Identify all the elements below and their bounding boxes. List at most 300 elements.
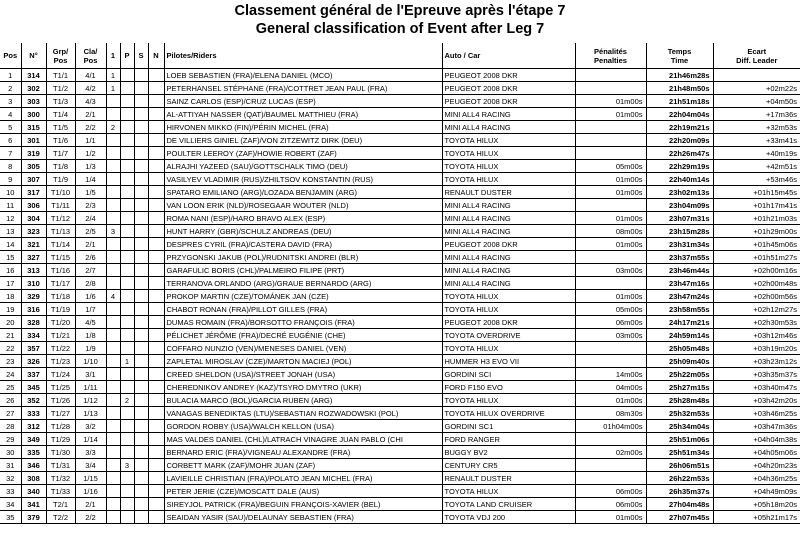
cell-s (134, 82, 148, 95)
cell-number: 337 (21, 368, 46, 381)
cell-1 (106, 446, 120, 459)
cell-number: 315 (21, 121, 46, 134)
cell-pos: 9 (0, 173, 21, 186)
cell-gap: +03h40m47s (713, 381, 800, 394)
cell-s (134, 407, 148, 420)
table-row (0, 134, 800, 147)
table-row (0, 394, 800, 407)
table-row (0, 485, 800, 498)
cell-car: BUGGY BV2 (442, 446, 575, 459)
cell-p (120, 251, 134, 264)
cell-number: 352 (21, 394, 46, 407)
table-row (0, 420, 800, 433)
cell-p (120, 446, 134, 459)
cell-n (148, 251, 164, 264)
cell-group-pos: T1/20 (46, 316, 75, 329)
cell-number: 341 (21, 498, 46, 511)
cell-s (134, 160, 148, 173)
cell-p (120, 121, 134, 134)
cell-class-pos: 2/2 (75, 511, 106, 524)
cell-s (134, 498, 148, 511)
cell-riders: MAS VALDES DANIEL (CHL)/LATRACH VINAGRE JUAN PABLO (CHI (164, 433, 442, 446)
table-row (0, 381, 800, 394)
cell-s (134, 329, 148, 342)
cell-group-pos: T1/17 (46, 277, 75, 290)
cell-number: 314 (21, 69, 46, 82)
cell-car: MINI ALL4 RACING (442, 199, 575, 212)
cell-1 (106, 329, 120, 342)
cell-class-pos: 1/13 (75, 407, 106, 420)
cell-riders: PRZYGONSKI JAKUB (POL)/RUDNITSKI ANDREI (BLR) (164, 251, 442, 264)
cell-p: 2 (120, 394, 134, 407)
cell-pos: 5 (0, 121, 21, 134)
table-row (0, 433, 800, 446)
cell-car: PEUGEOT 2008 DKR (442, 238, 575, 251)
cell-s (134, 303, 148, 316)
cell-1 (106, 433, 120, 446)
cell-car: HUMMER H3 EVO VII (442, 355, 575, 368)
cell-riders: DUMAS ROMAIN (FRA)/BORSOTTO FRANÇOIS (FRA) (164, 316, 442, 329)
cell-gap: +02m22s (713, 82, 800, 95)
header-pos: Pos (0, 43, 21, 69)
cell-p (120, 290, 134, 303)
cell-group-pos: T1/27 (46, 407, 75, 420)
cell-number: 319 (21, 147, 46, 160)
cell-group-pos: T1/6 (46, 134, 75, 147)
title-english: General classification of Event after Leg 7 (255, 21, 545, 37)
cell-n (148, 82, 164, 95)
cell-gap: +01h21m03s (713, 212, 800, 225)
cell-time: 23h58m55s (646, 303, 713, 316)
cell-group-pos: T1/19 (46, 303, 75, 316)
cell-s (134, 342, 148, 355)
cell-gap: +01h17m41s (713, 199, 800, 212)
cell-riders: PÉLICHET JÉRÔME (FRA)/DECRÉ EUGÉNIE (CHE) (164, 329, 442, 342)
cell-number: 349 (21, 433, 46, 446)
cell-1 (106, 147, 120, 160)
cell-car: TOYOTA HILUX (442, 160, 575, 173)
cell-gap: +32m53s (713, 121, 800, 134)
cell-n (148, 381, 164, 394)
cell-pos: 33 (0, 485, 21, 498)
cell-riders: PETERHANSEL STÉPHANE (FRA)/COTTRET JEAN PAUL (FRA) (164, 82, 442, 95)
cell-car: MINI ALL4 RACING (442, 277, 575, 290)
cell-car: FORD RANGER (442, 433, 575, 446)
cell-car: PEUGEOT 2008 DKR (442, 95, 575, 108)
cell-pos: 15 (0, 251, 21, 264)
cell-car: TOYOTA HILUX (442, 134, 575, 147)
cell-pos: 34 (0, 498, 21, 511)
cell-penalties: 01m00s (575, 186, 646, 199)
cell-number: 357 (21, 342, 46, 355)
cell-p (120, 420, 134, 433)
cell-group-pos: T1/33 (46, 485, 75, 498)
cell-class-pos: 2/1 (75, 108, 106, 121)
cell-n (148, 498, 164, 511)
cell-class-pos: 1/15 (75, 472, 106, 485)
cell-number: 300 (21, 108, 46, 121)
cell-time: 22h26m47s (646, 147, 713, 160)
cell-penalties (575, 199, 646, 212)
cell-s (134, 251, 148, 264)
cell-1 (106, 108, 120, 121)
cell-riders: CHABOT RONAN (FRA)/PILLOT GILLES (FRA) (164, 303, 442, 316)
cell-car: TOYOTA HILUX (442, 290, 575, 303)
cell-riders: ZAPLETAL MIROSLAV (CZE)/MARTON MACIEJ (POL) (164, 355, 442, 368)
cell-riders: GARAFULIC BORIS (CHL)/PALMEIRO FILIPE (PRT) (164, 264, 442, 277)
cell-time: 23h37m55s (646, 251, 713, 264)
cell-1 (106, 472, 120, 485)
cell-1 (106, 95, 120, 108)
cell-class-pos: 2/6 (75, 251, 106, 264)
cell-penalties: 06m00s (575, 498, 646, 511)
cell-group-pos: T1/2 (46, 82, 75, 95)
table-row (0, 186, 800, 199)
cell-car: GORDINI SC1 (442, 420, 575, 433)
cell-time: 22h19m21s (646, 121, 713, 134)
cell-n (148, 407, 164, 420)
cell-s (134, 511, 148, 524)
cell-time: 25h51m34s (646, 446, 713, 459)
cell-1 (106, 368, 120, 381)
cell-1 (106, 160, 120, 173)
cell-p (120, 212, 134, 225)
cell-penalties: 04m00s (575, 381, 646, 394)
cell-pos: 32 (0, 472, 21, 485)
cell-pos: 23 (0, 355, 21, 368)
header-car: Auto / Car (442, 43, 575, 69)
cell-n (148, 225, 164, 238)
cell-n (148, 342, 164, 355)
cell-class-pos: 2/5 (75, 225, 106, 238)
cell-pos: 20 (0, 316, 21, 329)
table-row (0, 108, 800, 121)
cell-pos: 35 (0, 511, 21, 524)
cell-time: 25h05m48s (646, 342, 713, 355)
cell-riders: BULACIA MARCO (BOL)/GARCIA RUBEN (ARG) (164, 394, 442, 407)
cell-car: PEUGEOT 2008 DKR (442, 82, 575, 95)
cell-penalties: 01m00s (575, 511, 646, 524)
cell-penalties: 06m00s (575, 485, 646, 498)
cell-gap: +03h23m12s (713, 355, 800, 368)
header-penalties: Pénalités Penalties (575, 43, 646, 69)
table-row (0, 160, 800, 173)
cell-class-pos: 2/2 (75, 121, 106, 134)
cell-s (134, 147, 148, 160)
cell-group-pos: T1/25 (46, 381, 75, 394)
cell-riders: VAN LOON ERIK (NLD)/ROSEGAAR WOUTER (NLD) (164, 199, 442, 212)
table-row (0, 225, 800, 238)
cell-class-pos: 1/14 (75, 433, 106, 446)
cell-n (148, 420, 164, 433)
cell-number: 313 (21, 264, 46, 277)
cell-time: 25h09m40s (646, 355, 713, 368)
cell-s (134, 459, 148, 472)
cell-riders: SAINZ CARLOS (ESP)/CRUZ LUCAS (ESP) (164, 95, 442, 108)
cell-class-pos: 1/10 (75, 355, 106, 368)
cell-n (148, 199, 164, 212)
cell-n (148, 316, 164, 329)
cell-number: 345 (21, 381, 46, 394)
cell-s (134, 264, 148, 277)
cell-s (134, 277, 148, 290)
cell-penalties: 01m00s (575, 95, 646, 108)
cell-car: RENAULT DUSTER (442, 186, 575, 199)
cell-time: 23h47m16s (646, 277, 713, 290)
cell-n (148, 108, 164, 121)
cell-time: 21h51m18s (646, 95, 713, 108)
cell-time: 26h06m51s (646, 459, 713, 472)
cell-car: TOYOTA VDJ 200 (442, 511, 575, 524)
cell-car: TOYOTA LAND CRUISER (442, 498, 575, 511)
cell-n (148, 147, 164, 160)
cell-car: FORD F150 EVO (442, 381, 575, 394)
cell-pos: 28 (0, 420, 21, 433)
cell-p (120, 381, 134, 394)
cell-time: 24h17m21s (646, 316, 713, 329)
cell-car: PEUGEOT 2008 DKR (442, 69, 575, 82)
cell-gap: +01h51m27s (713, 251, 800, 264)
cell-1 (106, 134, 120, 147)
cell-p (120, 225, 134, 238)
cell-n (148, 290, 164, 303)
cell-penalties: 01m00s (575, 173, 646, 186)
table-row (0, 498, 800, 511)
cell-group-pos: T1/15 (46, 251, 75, 264)
cell-car: GORDINI SCI (442, 368, 575, 381)
cell-gap: +03h35m37s (713, 368, 800, 381)
cell-p (120, 108, 134, 121)
header-n: N (148, 43, 164, 69)
cell-number: 326 (21, 355, 46, 368)
cell-group-pos: T1/5 (46, 121, 75, 134)
cell-n (148, 511, 164, 524)
cell-penalties: 01m00s (575, 290, 646, 303)
cell-n (148, 446, 164, 459)
cell-s (134, 420, 148, 433)
cell-class-pos: 2/1 (75, 498, 106, 511)
cell-n (148, 264, 164, 277)
header-class-pos: Cla/ Pos (75, 43, 106, 69)
cell-1 (106, 316, 120, 329)
cell-p (120, 342, 134, 355)
cell-class-pos: 1/6 (75, 290, 106, 303)
cell-pos: 4 (0, 108, 21, 121)
cell-car: TOYOTA HILUX (442, 342, 575, 355)
cell-penalties: 01m00s (575, 108, 646, 121)
cell-riders: CREED SHELDON (USA)/STREET JONAH (USA) (164, 368, 442, 381)
table-row (0, 147, 800, 160)
cell-class-pos: 1/12 (75, 394, 106, 407)
cell-time: 23h02m13s (646, 186, 713, 199)
cell-n (148, 186, 164, 199)
cell-n (148, 472, 164, 485)
table-body (0, 69, 800, 524)
cell-penalties: 03m00s (575, 329, 646, 342)
cell-s (134, 355, 148, 368)
cell-n (148, 160, 164, 173)
cell-p (120, 95, 134, 108)
cell-group-pos: T1/7 (46, 147, 75, 160)
cell-riders: SIREYJOL PATRICK (FRA)/BEGUIN FRANÇOIS-XAVIER (BEL) (164, 498, 442, 511)
cell-group-pos: T1/30 (46, 446, 75, 459)
cell-1 (106, 264, 120, 277)
cell-time: 27h07m45s (646, 511, 713, 524)
cell-n (148, 238, 164, 251)
cell-p (120, 485, 134, 498)
cell-penalties (575, 251, 646, 264)
cell-1: 4 (106, 290, 120, 303)
table-row (0, 199, 800, 212)
cell-pos: 1 (0, 69, 21, 82)
cell-pos: 13 (0, 225, 21, 238)
cell-number: 301 (21, 134, 46, 147)
cell-n (148, 459, 164, 472)
cell-p (120, 511, 134, 524)
cell-riders: LAVIEILLE CHRISTIAN (FRA)/POLATO JEAN MICHEL (FRA) (164, 472, 442, 485)
cell-p (120, 199, 134, 212)
cell-gap: +03h47m36s (713, 420, 800, 433)
cell-riders: ALRAJHI YAZEED (SAU)/GOTTSCHALK TIMO (DEU) (164, 160, 442, 173)
cell-1 (106, 420, 120, 433)
cell-s (134, 290, 148, 303)
cell-s (134, 381, 148, 394)
cell-pos: 24 (0, 368, 21, 381)
cell-group-pos: T1/16 (46, 264, 75, 277)
header-number: N° (21, 43, 46, 69)
cell-car: MINI ALL4 RACING (442, 251, 575, 264)
cell-car: TOYOTA HILUX (442, 147, 575, 160)
cell-class-pos: 4/2 (75, 82, 106, 95)
cell-gap: +05h18m20s (713, 498, 800, 511)
cell-pos: 14 (0, 238, 21, 251)
cell-riders: DESPRES CYRIL (FRA)/CASTERA DAVID (FRA) (164, 238, 442, 251)
cell-pos: 6 (0, 134, 21, 147)
cell-1 (106, 485, 120, 498)
cell-group-pos: T1/3 (46, 95, 75, 108)
cell-number: 303 (21, 95, 46, 108)
cell-p (120, 433, 134, 446)
cell-class-pos: 2/1 (75, 238, 106, 251)
cell-car: MINI ALL4 RACING (442, 264, 575, 277)
cell-n (148, 329, 164, 342)
cell-pos: 3 (0, 95, 21, 108)
cell-penalties: 05m00s (575, 303, 646, 316)
cell-number: 302 (21, 82, 46, 95)
cell-time: 26h22m53s (646, 472, 713, 485)
cell-1 (106, 251, 120, 264)
cell-penalties: 01h04m00s (575, 420, 646, 433)
cell-number: 321 (21, 238, 46, 251)
table-row (0, 290, 800, 303)
cell-penalties (575, 147, 646, 160)
cell-time: 23h31m34s (646, 238, 713, 251)
table-row (0, 446, 800, 459)
cell-n (148, 485, 164, 498)
cell-class-pos: 3/3 (75, 446, 106, 459)
cell-riders: CORBETT MARK (ZAF)/MOHR JUAN (ZAF) (164, 459, 442, 472)
cell-penalties: 06m00s (575, 316, 646, 329)
cell-s (134, 121, 148, 134)
cell-car: TOYOTA HILUX OVERDRIVE (442, 407, 575, 420)
cell-p: 3 (120, 459, 134, 472)
cell-gap: +40m19s (713, 147, 800, 160)
cell-gap: +04h36m25s (713, 472, 800, 485)
cell-riders: SEAIDAN YASIR (SAU)/DELAUNAY SEBASTIEN (FRA) (164, 511, 442, 524)
cell-p (120, 238, 134, 251)
cell-1 (106, 238, 120, 251)
header-p: P (120, 43, 134, 69)
cell-riders: AL-ATTIYAH NASSER (QAT)/BAUMEL MATTHIEU (FRA) (164, 108, 442, 121)
table-row (0, 212, 800, 225)
cell-group-pos: T1/12 (46, 212, 75, 225)
cell-penalties: 08m00s (575, 225, 646, 238)
table-row (0, 355, 800, 368)
table-row (0, 69, 800, 82)
cell-car: TOYOTA HILUX (442, 303, 575, 316)
cell-riders: ROMA NANI (ESP)/HARO BRAVO ALEX (ESP) (164, 212, 442, 225)
cell-group-pos: T1/14 (46, 238, 75, 251)
cell-class-pos: 2/4 (75, 212, 106, 225)
cell-time: 23h46m44s (646, 264, 713, 277)
cell-gap: +02h30m53s (713, 316, 800, 329)
table-row (0, 82, 800, 95)
cell-penalties (575, 121, 646, 134)
cell-time: 23h15m28s (646, 225, 713, 238)
cell-n (148, 134, 164, 147)
cell-gap: +53m46s (713, 173, 800, 186)
cell-penalties: 03m00s (575, 264, 646, 277)
cell-number: 308 (21, 472, 46, 485)
cell-pos: 31 (0, 459, 21, 472)
cell-1 (106, 199, 120, 212)
cell-s (134, 199, 148, 212)
cell-time: 25h32m53s (646, 407, 713, 420)
cell-number: 316 (21, 303, 46, 316)
cell-penalties (575, 433, 646, 446)
cell-1 (106, 459, 120, 472)
cell-penalties (575, 355, 646, 368)
cell-group-pos: T1/32 (46, 472, 75, 485)
cell-class-pos: 3/2 (75, 420, 106, 433)
cell-s (134, 173, 148, 186)
cell-gap: +04h20m23s (713, 459, 800, 472)
cell-car: TOYOTA HILUX (442, 394, 575, 407)
cell-1: 1 (106, 82, 120, 95)
cell-p (120, 407, 134, 420)
cell-pos: 27 (0, 407, 21, 420)
cell-gap: +04h04m38s (713, 433, 800, 446)
cell-s (134, 95, 148, 108)
cell-group-pos: T2/2 (46, 511, 75, 524)
cell-car: CENTURY CR5 (442, 459, 575, 472)
cell-group-pos: T1/23 (46, 355, 75, 368)
cell-p (120, 173, 134, 186)
cell-penalties (575, 82, 646, 95)
cell-group-pos: T1/18 (46, 290, 75, 303)
table-row (0, 407, 800, 420)
cell-riders: POULTER LEEROY (ZAF)/HOWIE ROBERT (ZAF) (164, 147, 442, 160)
cell-time: 25h34m04s (646, 420, 713, 433)
cell-penalties: 14m00s (575, 368, 646, 381)
cell-1 (106, 355, 120, 368)
cell-class-pos: 1/4 (75, 173, 106, 186)
cell-gap: +33m41s (713, 134, 800, 147)
cell-number: 310 (21, 277, 46, 290)
cell-riders: HUNT HARRY (GBR)/SCHULZ ANDREAS (DEU) (164, 225, 442, 238)
cell-s (134, 472, 148, 485)
table-row (0, 238, 800, 251)
